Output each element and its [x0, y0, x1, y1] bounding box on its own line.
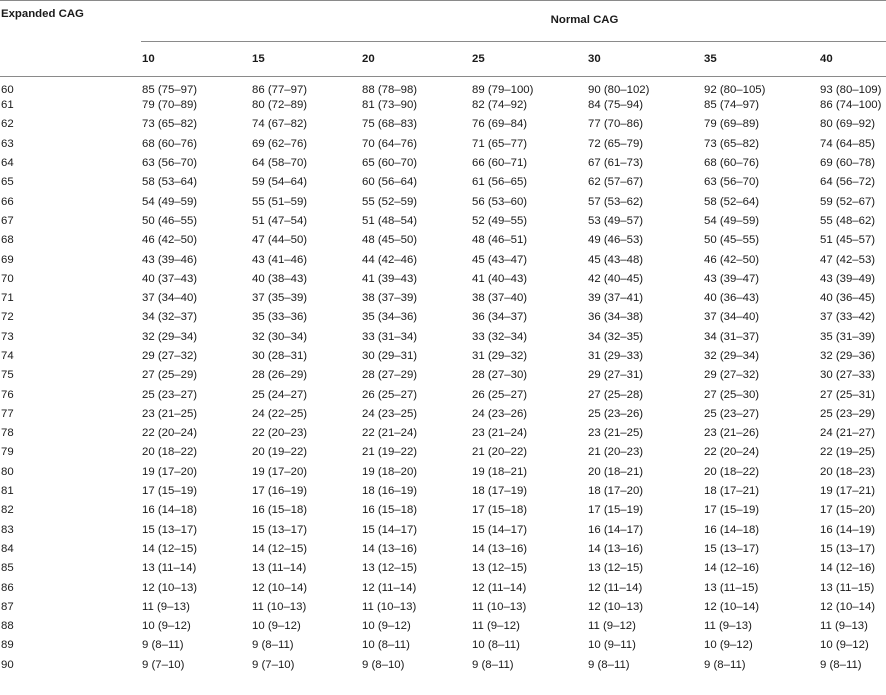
age-estimate-cell: 45 (43–48)	[588, 253, 644, 266]
age-estimate-cell: 86 (74–100)	[820, 99, 882, 112]
table-row	[0, 134, 886, 153]
age-estimate-cell: 12 (10–13)	[588, 600, 644, 613]
age-estimate-cell: 30 (27–33)	[820, 369, 876, 382]
age-estimate-cell: 16 (14–18)	[142, 504, 198, 517]
age-estimate-cell: 32 (29–36)	[820, 350, 876, 362]
age-estimate-cell: 9 (7–10)	[252, 658, 295, 671]
age-estimate-cell: 23 (21–25)	[142, 407, 198, 420]
column-header-normal-cag: 35	[703, 41, 819, 76]
age-estimate-cell: 9 (8–11)	[252, 639, 294, 652]
age-estimate-cell: 12 (11–14)	[472, 581, 527, 594]
age-estimate-cell: 12 (11–14)	[362, 581, 417, 594]
age-estimate-cell: 42 (40–45)	[588, 272, 644, 285]
column-header-normal-cag: 30	[587, 41, 703, 76]
table-row	[0, 559, 886, 578]
age-estimate-cell: 10 (8–11)	[362, 639, 410, 652]
table-row	[0, 96, 886, 115]
age-estimate-cell: 25 (24–27)	[252, 388, 308, 401]
age-estimate-cell: 13 (11–15)	[704, 581, 759, 594]
age-estimate-cell: 9 (8–11)	[142, 639, 184, 652]
age-estimate-cell: 22 (20–24)	[704, 446, 760, 459]
age-estimate-cell: 10 (9–12)	[362, 620, 411, 633]
age-estimate-cell: 14 (13–16)	[588, 542, 644, 555]
expanded-cag-cell: 62	[1, 118, 14, 131]
age-estimate-cell: 31 (29–33)	[588, 350, 644, 362]
age-estimate-cell: 14 (12–16)	[704, 562, 760, 575]
age-estimate-cell: 10 (9–12)	[252, 620, 301, 633]
age-estimate-cell: 29 (27–32)	[142, 350, 198, 362]
table-row	[0, 153, 886, 172]
expanded-cag-cell: 65	[1, 176, 14, 189]
age-estimate-cell: 79 (70–89)	[142, 99, 198, 112]
age-estimate-cell: 79 (69–89)	[704, 118, 760, 131]
table-row	[0, 288, 886, 307]
age-estimate-cell: 69 (62–76)	[252, 137, 308, 150]
expanded-cag-cell: 87	[1, 600, 14, 613]
age-estimate-cell: 63 (56–70)	[142, 157, 198, 170]
header-row-columns	[0, 41, 886, 76]
age-estimate-cell: 27 (25–31)	[820, 388, 876, 401]
age-estimate-cell: 32 (29–34)	[704, 350, 760, 362]
age-estimate-cell: 17 (15–18)	[472, 504, 528, 517]
age-estimate-cell: 50 (45–55)	[704, 234, 760, 247]
age-estimate-cell: 29 (27–31)	[588, 369, 644, 382]
age-estimate-cell: 35 (33–36)	[252, 311, 308, 324]
age-estimate-cell: 61 (56–65)	[472, 176, 528, 189]
age-estimate-cell: 23 (21–25)	[588, 427, 644, 440]
expanded-cag-cell: 61	[1, 99, 14, 112]
table-row	[0, 443, 886, 462]
age-estimate-cell: 15 (13–17)	[820, 542, 876, 555]
age-estimate-cell: 41 (40–43)	[472, 272, 528, 285]
age-estimate-cell: 11 (10–13)	[252, 600, 307, 613]
age-estimate-cell: 51 (47–54)	[252, 214, 308, 227]
age-estimate-cell: 25 (23–26)	[588, 407, 644, 420]
age-estimate-cell: 55 (48–62)	[820, 214, 876, 227]
table-row	[0, 385, 886, 404]
expanded-cag-cell: 80	[1, 465, 14, 478]
age-estimate-cell: 9 (8–11)	[588, 658, 630, 671]
column-group-label: Normal CAG	[141, 0, 886, 41]
expanded-cag-cell: 90	[1, 658, 14, 671]
expanded-cag-cell: 74	[1, 350, 14, 362]
age-estimate-cell: 12 (10–14)	[252, 581, 308, 594]
column-header-normal-cag: 15	[251, 41, 361, 76]
age-estimate-cell: 48 (46–51)	[472, 234, 528, 247]
age-estimate-cell: 64 (58–70)	[252, 157, 308, 170]
age-estimate-cell: 36 (34–38)	[588, 311, 644, 324]
age-estimate-cell: 10 (9–12)	[704, 639, 753, 652]
age-estimate-cell: 75 (68–83)	[362, 118, 418, 131]
age-estimate-cell: 54 (49–59)	[142, 195, 198, 208]
age-estimate-cell: 46 (42–50)	[142, 234, 198, 247]
age-estimate-cell: 27 (25–28)	[588, 388, 644, 401]
age-estimate-cell: 13 (12–15)	[472, 562, 528, 575]
table-row	[0, 269, 886, 288]
expanded-cag-cell: 68	[1, 234, 14, 247]
age-estimate-cell: 64 (56–72)	[820, 176, 876, 189]
age-estimate-cell: 19 (17–21)	[820, 485, 876, 498]
row-header-label: Expanded CAG	[1, 8, 84, 20]
age-estimate-cell: 17 (15–20)	[820, 504, 876, 517]
age-estimate-cell: 40 (37–43)	[142, 272, 198, 285]
age-estimate-cell: 22 (21–24)	[362, 427, 418, 440]
age-estimate-cell: 80 (72–89)	[252, 99, 308, 112]
table-row	[0, 173, 886, 192]
age-estimate-cell: 20 (18–22)	[704, 465, 760, 478]
age-estimate-cell: 85 (74–97)	[704, 99, 760, 112]
age-estimate-cell: 19 (18–20)	[362, 465, 418, 478]
age-estimate-cell: 14 (12–15)	[142, 542, 198, 555]
age-estimate-cell: 63 (56–70)	[704, 176, 760, 189]
age-estimate-cell: 14 (12–16)	[820, 562, 876, 575]
age-estimate-cell: 15 (13–17)	[252, 523, 308, 536]
age-estimate-cell: 51 (48–54)	[362, 214, 418, 227]
expanded-cag-cell: 71	[1, 292, 14, 305]
age-estimate-cell: 22 (20–23)	[252, 427, 308, 440]
age-estimate-cell: 53 (49–57)	[588, 214, 644, 227]
age-estimate-cell: 12 (10–13)	[142, 581, 198, 594]
age-estimate-cell: 11 (9–12)	[588, 620, 636, 633]
expanded-cag-cell: 81	[1, 485, 14, 498]
age-estimate-cell: 51 (45–57)	[820, 234, 876, 247]
age-estimate-cell: 11 (10–13)	[362, 600, 417, 613]
age-estimate-cell: 25 (23–27)	[704, 407, 760, 420]
table-row	[0, 539, 886, 558]
age-estimate-cell: 38 (37–39)	[362, 292, 418, 305]
age-estimate-cell: 57 (53–62)	[588, 195, 644, 208]
age-estimate-cell: 12 (10–14)	[820, 600, 876, 613]
age-estimate-cell: 14 (12–15)	[252, 542, 308, 555]
age-estimate-cell: 29 (27–32)	[704, 369, 760, 382]
age-estimate-cell: 20 (18–22)	[142, 446, 198, 459]
age-estimate-cell: 25 (23–29)	[820, 407, 876, 420]
age-estimate-cell: 52 (49–55)	[472, 214, 528, 227]
age-estimate-cell: 15 (14–17)	[362, 523, 418, 536]
age-estimate-cell: 69 (60–78)	[820, 157, 876, 170]
age-estimate-cell: 89 (79–100)	[472, 83, 534, 96]
expanded-cag-cell: 76	[1, 388, 14, 401]
age-estimate-cell: 50 (46–55)	[142, 214, 198, 227]
age-estimate-cell: 11 (9–13)	[142, 600, 190, 613]
age-estimate-cell: 37 (34–40)	[142, 292, 198, 305]
table-row	[0, 250, 886, 269]
age-estimate-cell: 18 (17–21)	[704, 485, 760, 498]
age-estimate-cell: 38 (37–40)	[472, 292, 528, 305]
age-estimate-cell: 43 (39–49)	[820, 272, 876, 285]
age-estimate-cell: 76 (69–84)	[472, 118, 528, 131]
age-estimate-cell: 73 (65–82)	[704, 137, 760, 150]
age-estimate-cell: 37 (33–42)	[820, 311, 876, 324]
age-estimate-cell: 12 (11–14)	[588, 581, 643, 594]
expanded-cag-cell: 69	[1, 253, 14, 266]
expanded-cag-cell: 79	[1, 446, 14, 459]
expanded-cag-cell: 84	[1, 542, 14, 555]
expanded-cag-cell: 89	[1, 639, 14, 652]
age-estimate-cell: 68 (60–76)	[142, 137, 198, 150]
age-estimate-cell: 33 (32–34)	[472, 330, 528, 343]
expanded-cag-cell: 88	[1, 620, 14, 633]
age-estimate-cell: 43 (41–46)	[252, 253, 308, 266]
age-estimate-cell: 88 (78–98)	[362, 83, 418, 96]
table-row	[0, 462, 886, 481]
age-estimate-cell: 15 (14–17)	[472, 523, 528, 536]
age-estimate-cell: 72 (65–79)	[588, 137, 644, 150]
age-estimate-cell: 24 (23–25)	[362, 407, 418, 420]
age-estimate-cell: 15 (13–17)	[142, 523, 198, 536]
age-estimate-cell: 19 (17–20)	[252, 465, 308, 478]
age-estimate-cell: 14 (13–16)	[472, 542, 528, 555]
expanded-cag-cell: 73	[1, 330, 14, 343]
age-estimate-cell: 10 (8–11)	[472, 639, 520, 652]
expanded-cag-cell: 67	[1, 214, 14, 227]
age-estimate-cell: 24 (23–26)	[472, 407, 528, 420]
column-header-normal-cag: 20	[361, 41, 471, 76]
age-estimate-cell: 20 (18–23)	[820, 465, 876, 478]
age-estimate-cell: 18 (17–19)	[472, 485, 528, 498]
age-estimate-cell: 67 (61–73)	[588, 157, 644, 170]
age-estimate-cell: 30 (29–31)	[362, 350, 418, 362]
age-estimate-cell: 13 (12–15)	[362, 562, 418, 575]
age-estimate-cell: 34 (32–35)	[588, 330, 644, 343]
expanded-cag-cell: 60	[1, 83, 14, 96]
table-row	[0, 308, 886, 327]
age-estimate-cell: 41 (39–43)	[362, 272, 418, 285]
age-estimate-cell: 21 (20–22)	[472, 446, 528, 459]
age-estimate-cell: 45 (43–47)	[472, 253, 528, 266]
age-estimate-cell: 18 (17–20)	[588, 485, 644, 498]
expanded-cag-cell: 70	[1, 272, 14, 285]
age-estimate-cell: 16 (15–18)	[362, 504, 418, 517]
age-estimate-cell: 33 (31–34)	[362, 330, 418, 343]
age-estimate-cell: 12 (10–14)	[704, 600, 760, 613]
age-estimate-cell: 20 (19–22)	[252, 446, 308, 459]
age-estimate-cell: 21 (20–23)	[588, 446, 644, 459]
age-estimate-cell: 19 (17–20)	[142, 465, 198, 478]
age-estimate-cell: 56 (53–60)	[472, 195, 528, 208]
age-estimate-cell: 40 (36–43)	[704, 292, 760, 305]
age-estimate-cell: 35 (34–36)	[362, 311, 418, 324]
age-estimate-cell: 43 (39–47)	[704, 272, 760, 285]
age-estimate-cell: 86 (77–97)	[252, 83, 308, 96]
age-estimate-cell: 90 (80–102)	[588, 83, 650, 96]
age-estimate-cell: 13 (11–15)	[820, 581, 875, 594]
age-estimate-cell: 28 (26–29)	[252, 369, 308, 382]
age-estimate-cell: 37 (35–39)	[252, 292, 308, 305]
age-estimate-cell: 49 (46–53)	[588, 234, 644, 247]
table-row	[0, 597, 886, 616]
age-estimate-cell: 84 (75–94)	[588, 99, 644, 112]
age-estimate-cell: 23 (21–24)	[472, 427, 528, 440]
age-estimate-cell: 37 (34–40)	[704, 311, 760, 324]
age-estimate-cell: 44 (42–46)	[362, 253, 418, 266]
age-estimate-cell: 15 (13–17)	[704, 542, 760, 555]
expanded-cag-cell: 72	[1, 311, 14, 324]
age-estimate-cell: 10 (9–12)	[142, 620, 191, 633]
age-estimate-cell: 17 (16–19)	[252, 485, 308, 498]
age-estimate-cell: 22 (20–24)	[142, 427, 198, 440]
expanded-cag-cell: 78	[1, 427, 14, 440]
age-estimate-cell: 58 (52–64)	[704, 195, 760, 208]
column-header-normal-cag: 25	[471, 41, 587, 76]
age-estimate-cell: 39 (37–41)	[588, 292, 644, 305]
table-row	[0, 481, 886, 500]
age-estimate-cell: 59 (52–67)	[820, 195, 876, 208]
age-estimate-cell: 16 (14–17)	[588, 523, 644, 536]
expanded-cag-cell: 82	[1, 504, 14, 517]
age-estimate-cell: 74 (64–85)	[820, 137, 876, 150]
age-estimate-cell: 73 (65–82)	[142, 118, 198, 131]
age-estimate-cell: 16 (14–19)	[820, 523, 876, 536]
age-estimate-cell: 9 (8–11)	[820, 658, 862, 671]
age-estimate-cell: 47 (42–53)	[820, 253, 876, 266]
age-estimate-cell: 17 (15–19)	[704, 504, 760, 517]
age-estimate-cell: 60 (56–64)	[362, 176, 418, 189]
age-estimate-cell: 24 (22–25)	[252, 407, 308, 420]
table-body	[0, 76, 886, 674]
age-estimate-cell: 32 (30–34)	[252, 330, 308, 343]
table-row	[0, 617, 886, 636]
age-estimate-cell: 26 (25–27)	[362, 388, 418, 401]
age-estimate-cell: 28 (27–30)	[472, 369, 528, 382]
age-estimate-cell: 93 (80–109)	[820, 83, 882, 96]
age-estimate-cell: 82 (74–92)	[472, 99, 528, 112]
column-header-normal-cag: 40	[819, 41, 886, 76]
age-estimate-cell: 68 (60–76)	[704, 157, 760, 170]
age-estimate-cell: 17 (15–19)	[142, 485, 198, 498]
age-estimate-cell: 32 (29–34)	[142, 330, 198, 343]
expanded-cag-cell: 75	[1, 369, 14, 382]
age-estimate-cell: 34 (32–37)	[142, 311, 198, 324]
table-row	[0, 578, 886, 597]
expanded-cag-cell: 85	[1, 562, 14, 575]
age-estimate-cell: 23 (21–26)	[704, 427, 760, 440]
table-row	[0, 636, 886, 655]
age-estimate-cell: 10 (9–12)	[820, 639, 869, 652]
age-estimate-cell: 55 (52–59)	[362, 195, 418, 208]
age-estimate-cell: 66 (60–71)	[472, 157, 528, 170]
age-estimate-cell: 26 (25–27)	[472, 388, 528, 401]
age-estimate-cell: 9 (7–10)	[142, 658, 185, 671]
age-estimate-cell: 43 (39–46)	[142, 253, 198, 266]
table-header	[0, 0, 886, 76]
age-estimate-cell: 16 (14–18)	[704, 523, 760, 536]
age-estimate-cell: 10 (9–11)	[588, 639, 636, 652]
age-estimate-cell: 55 (51–59)	[252, 195, 308, 208]
age-estimate-cell: 71 (65–77)	[472, 137, 528, 150]
age-estimate-cell: 11 (10–13)	[472, 600, 527, 613]
age-estimate-cell: 58 (53–64)	[142, 176, 198, 189]
age-estimate-cell: 35 (31–39)	[820, 330, 876, 343]
age-estimate-cell: 28 (27–29)	[362, 369, 418, 382]
expanded-cag-cell: 66	[1, 195, 14, 208]
age-estimate-cell: 77 (70–86)	[588, 118, 644, 131]
age-estimate-cell: 13 (12–15)	[588, 562, 644, 575]
age-estimate-cell: 25 (23–27)	[142, 388, 198, 401]
table-row	[0, 366, 886, 385]
age-estimate-cell: 47 (44–50)	[252, 234, 308, 247]
age-estimate-cell: 19 (18–21)	[472, 465, 528, 478]
age-estimate-cell: 40 (38–43)	[252, 272, 308, 285]
age-estimate-cell: 9 (8–11)	[704, 658, 746, 671]
age-estimate-cell: 11 (9–13)	[704, 620, 752, 633]
age-estimate-cell: 62 (57–67)	[588, 176, 644, 189]
age-estimate-cell: 92 (80–105)	[704, 83, 766, 96]
age-estimate-cell: 9 (8–10)	[362, 658, 405, 671]
expanded-cag-cell: 64	[1, 157, 14, 170]
table-row	[0, 520, 886, 539]
table-row	[0, 327, 886, 346]
column-header-normal-cag: 10	[141, 41, 251, 76]
age-estimate-cell: 65 (60–70)	[362, 157, 418, 170]
age-estimate-cell: 85 (75–97)	[142, 83, 198, 96]
age-estimate-cell: 59 (54–64)	[252, 176, 308, 189]
age-estimate-cell: 13 (11–14)	[252, 562, 307, 575]
expanded-cag-cell: 86	[1, 581, 14, 594]
age-estimate-cell: 36 (34–37)	[472, 311, 528, 324]
age-estimate-cell: 24 (21–27)	[820, 427, 876, 440]
age-estimate-cell: 30 (28–31)	[252, 350, 308, 362]
table-row	[0, 655, 886, 674]
table-row	[0, 501, 886, 520]
table-row	[0, 115, 886, 134]
age-estimate-cell: 74 (67–82)	[252, 118, 308, 131]
age-estimate-cell: 16 (15–18)	[252, 504, 308, 517]
table-row	[0, 192, 886, 211]
table-row	[0, 231, 886, 250]
table-row	[0, 76, 886, 96]
age-estimate-cell: 27 (25–30)	[704, 388, 760, 401]
age-estimate-cell: 80 (69–92)	[820, 118, 876, 131]
age-estimate-cell: 48 (45–50)	[362, 234, 418, 247]
age-estimate-cell: 11 (9–12)	[472, 620, 520, 633]
expanded-cag-cell: 83	[1, 523, 14, 536]
age-estimate-cell: 18 (16–19)	[362, 485, 418, 498]
row-header-spacer	[0, 41, 141, 76]
age-estimate-cell: 40 (36–45)	[820, 292, 876, 305]
header-row-top	[0, 0, 886, 41]
age-estimate-cell: 54 (49–59)	[704, 214, 760, 227]
age-estimate-cell: 27 (25–29)	[142, 369, 198, 382]
age-estimate-cell: 9 (8–11)	[472, 658, 514, 671]
expanded-cag-cell: 77	[1, 407, 14, 420]
age-estimate-cell: 17 (15–19)	[588, 504, 644, 517]
age-estimate-cell: 70 (64–76)	[362, 137, 418, 150]
age-estimate-cell: 11 (9–13)	[820, 620, 868, 633]
table-row	[0, 346, 886, 365]
age-estimate-cell: 46 (42–50)	[704, 253, 760, 266]
age-estimate-cell: 31 (29–32)	[472, 350, 528, 362]
table-row	[0, 404, 886, 423]
table-row	[0, 211, 886, 230]
age-estimate-cell: 81 (73–90)	[362, 99, 418, 112]
expanded-cag-cell: 63	[1, 137, 14, 150]
age-estimate-cell: 21 (19–22)	[362, 446, 418, 459]
age-estimate-cell: 34 (31–37)	[704, 330, 760, 343]
table-row	[0, 424, 886, 443]
age-estimate-cell: 22 (19–25)	[820, 446, 876, 459]
age-estimate-cell: 20 (18–21)	[588, 465, 644, 478]
age-estimate-cell: 13 (11–14)	[142, 562, 197, 575]
age-estimate-cell: 14 (13–16)	[362, 542, 418, 555]
